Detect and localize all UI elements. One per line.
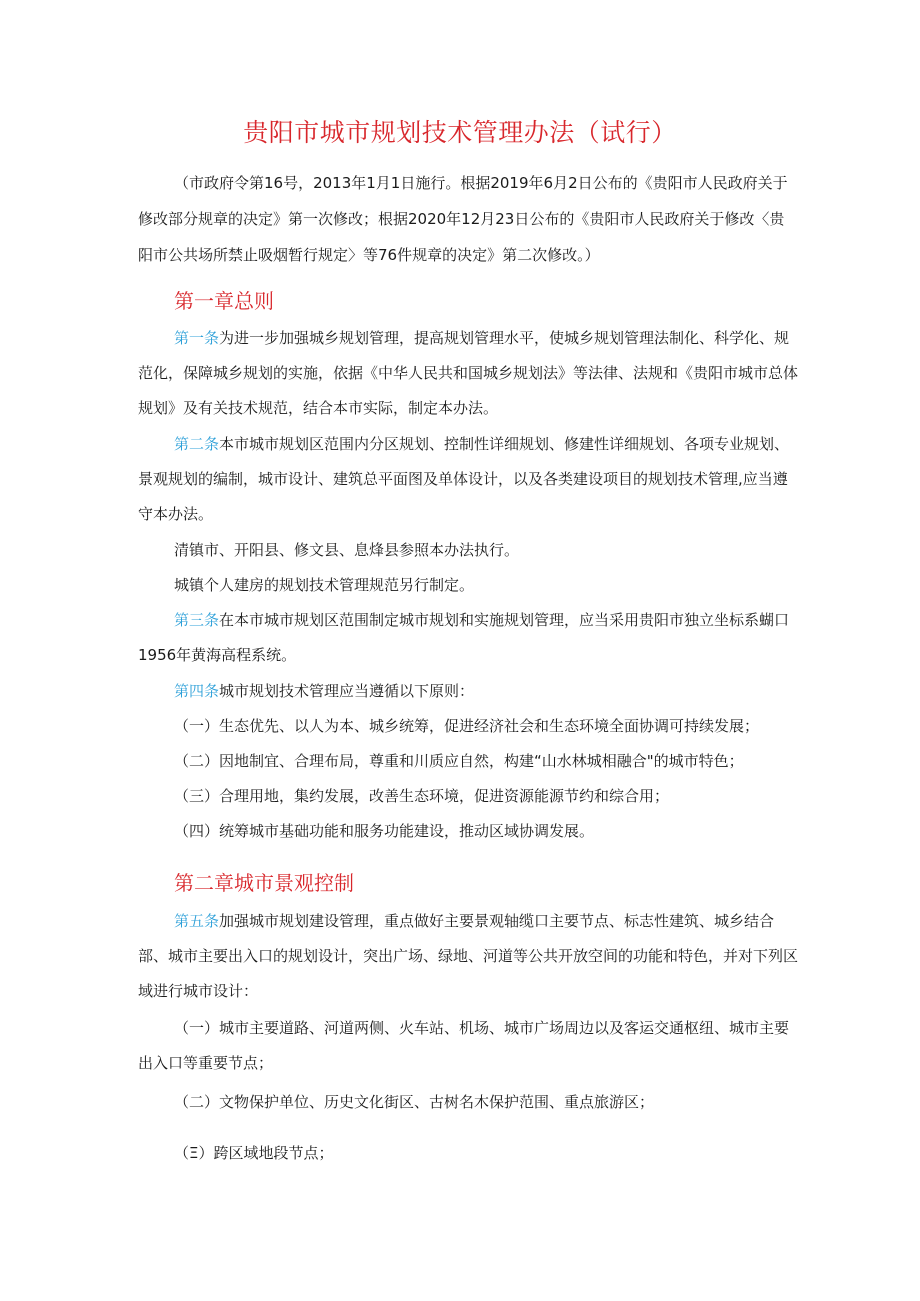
article-2 [138, 427, 798, 532]
article-5-text: 加强城市规划建设管理，重点做好主要景观轴缆口主要节点、标志性建筑、城乡结合部、城市主要出入口的规划设计，突出广场、绿地、河道等公共开放空间的功能和特色，并对下列区域进行城市设计： [138, 912, 799, 1000]
chapter-1-heading: 第一章总则 [174, 289, 274, 313]
article-1 [138, 321, 798, 426]
article-5 [138, 904, 798, 1009]
document-title: 贵阳市城市规划技术管理办法（试行） [243, 118, 677, 147]
article-3-text: 在本市城市规划区范围制定城市规划和实施规划管理，应当采用贵阳市独立坐标系蝴口1956年黄海高程系统。 [138, 611, 790, 664]
article-1-label: 第一条 [174, 329, 220, 347]
article-2-text: 本市城市规划区范围内分区规划、控制性详细规划、修建性详细规划、各项专业规划、景观规划的编制，城市设计、建筑总平面图及单体设计，以及各类建设项目的规划技术管理,应当遵守本办法。 [138, 435, 790, 523]
article-2-label: 第二条 [174, 435, 220, 453]
chapter-2-heading: 第二章城市景观控制 [174, 871, 354, 895]
article-3-label: 第三条 [174, 611, 220, 629]
article-4-item-3: （三）合理用地，集约发展，改善生态环境，促进资源能源节约和综合用； [174, 787, 670, 805]
article-4-item-4: （四）统筹城市基础功能和服务功能建设，推动区域协调发展。 [174, 822, 595, 840]
article-4-item-2: （二）因地制宜、合理布局，尊重和川质应自然，构建“山水林城相融合"的城市特色； [174, 752, 744, 770]
article-5-item-1: （一）城市主要道路、河道两侧、火车站、机场、城市广场周边以及客运交通枢纽、城市主要出入口等重要节点； [138, 1019, 790, 1072]
article-3 [138, 603, 798, 673]
article-5-item-2: （二）文物保护单位、历史文化街区、古树名木保护范围、重点旅游区； [174, 1093, 655, 1111]
article-4-text: 城市规划技术管理应当遵循以下原则： [219, 682, 475, 700]
article-2-paragraph-2: 清镇市、开阳县、修文县、息烽县参照本办法执行。 [174, 541, 520, 559]
revision-note: （市政府令第16号，2013年1月1日施行。根据2019年6月2日公布的《贵阳市人民政府关于修改部分规章的决定》第一次修改；根据2020年12月23日公布的《贵阳市人民政府关于修改〈贵阳市公共场所禁止吸烟暂行规定〉等76件规章的决定》第二次修改。） [138, 174, 788, 264]
article-5-label: 第五条 [174, 912, 220, 930]
article-4 [138, 674, 798, 709]
article-4-item-1: （一）生态优先、以人为本、城乡统筹，促进经济社会和生态环境全面协调可持续发展； [174, 717, 760, 735]
article-2-paragraph-3: 城镇个人建房的规划技术管理规范另行制定。 [174, 576, 475, 594]
article-5-item-3: （Ξ）跨区域地段节点； [174, 1144, 334, 1162]
article-1-text: 为进一步加强城乡规划管理，提高规划管理水平，使城乡规划管理法制化、科学化、规范化，保障城乡规划的实施，依据《中华人民共和国城乡规划法》等法律、法规和《贵阳市城市总体规划》及有关技术规范，结合本市实际，制定本办法。 [138, 329, 799, 417]
article-4-label: 第四条 [174, 682, 220, 700]
